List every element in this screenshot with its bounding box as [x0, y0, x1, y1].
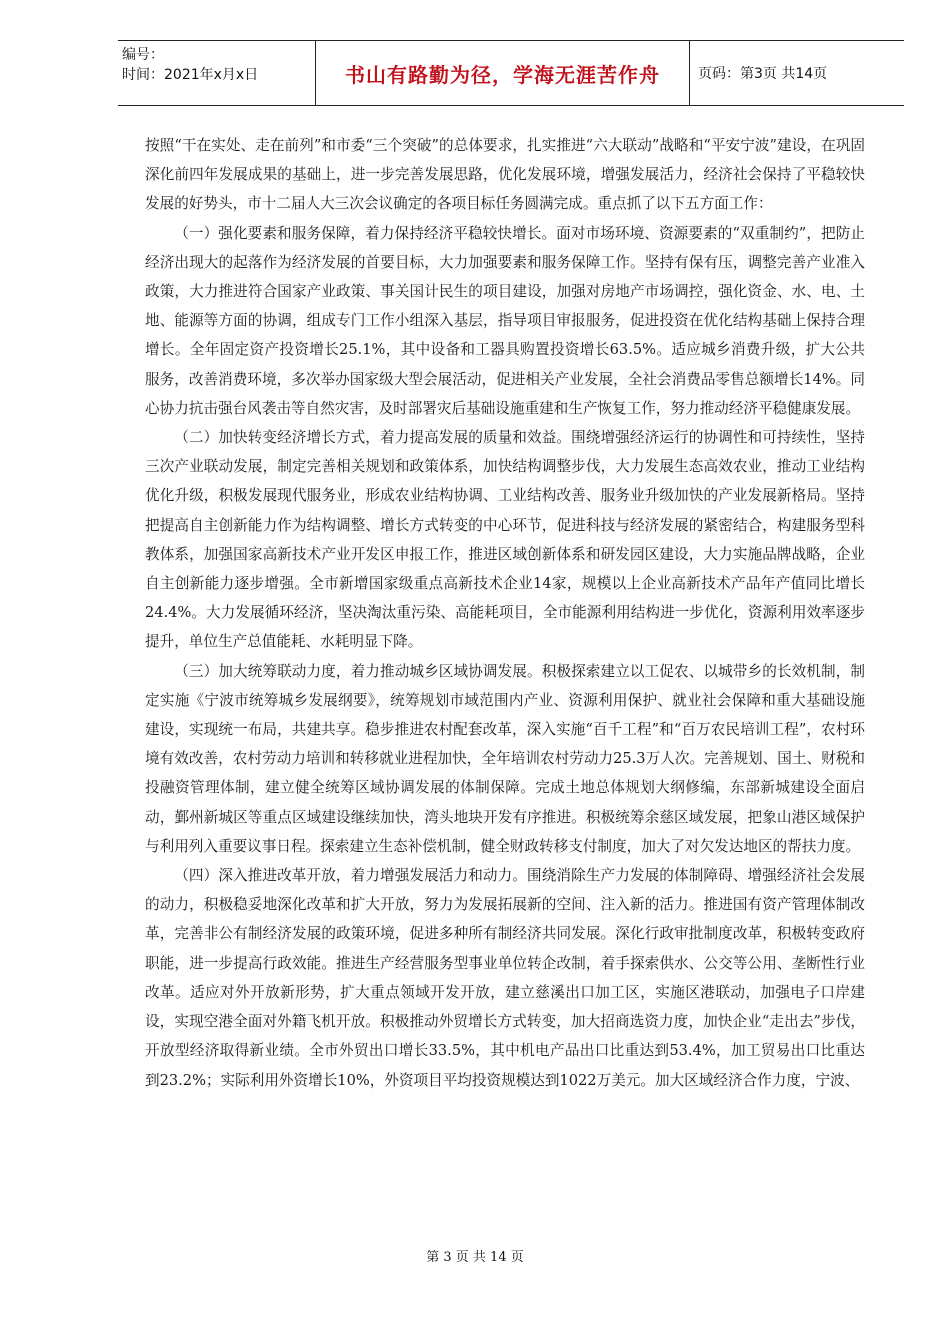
- body-paragraph-3: （三）加大统筹联动力度，着力推动城乡区域协调发展。积极探索建立以工促农、以城带乡的长效机制，制定实施《宁波市统筹城乡发展纲要》，统筹规划市域范围内产业、资源利用保护、就业社会保障和重大基础设施建设，实现统一布局，共建共享。稳步推进农村配套改革，深入实施“百千工程”和“百万农民培训工程”，农村环境有效改善，农村劳动力培训和转移就业进程加快，全年培训农村劳动力25.3万人次。完善规划、国土、财税和投融资管理体制，建立健全统筹区域协调发展的体制保障。完成土地总体规划大纲修编，东部新城建设全面启动，鄞州新城区等重点区域建设继续加快，湾头地块开发有序推进。积极统筹余慈区域发展，把象山港区域保护与利用列入重要议事日程。探索建立生态补偿机制，健全财政转移支付制度，加大了对欠发达地区的帮扶力度。: [145, 662, 865, 855]
- document-body: [145, 131, 865, 1095]
- body-paragraph-intro: 按照“干在实处、走在前列”和市委“三个突破”的总体要求，扎实推进“六大联动”战略和“平安宁波”建设，在巩固深化前四年发展成果的基础上，进一步完善发展思路，优化发展环境，增强发展活力，经济社会保持了平稳较快发展的好势头，市十二届人大三次会议确定的各项目标任务圆满完成。重点抓了以下五方面工作：: [145, 137, 865, 213]
- body-paragraph-2: （二）加快转变经济增长方式，着力提高发展的质量和效益。围绕增强经济运行的协调性和可持续性，坚持三次产业联动发展，制定完善相关规划和政策体系，加快结构调整步伐，大力发展生态高效农业，推动工业结构优化升级，积极发展现代服务业，形成农业结构协调、工业结构改善、服务业升级加快的产业发展新格局。坚持把提高自主创新能力作为结构调整、增长方式转变的中心环节，促进科技与经济发展的紧密结合，构建服务型科教体系，加强国家高新技术产业开发区申报工作，推进区域创新体系和研发园区建设，大力实施品牌战略，企业自主创新能力逐步增强。全市新增国家级重点高新技术企业14家，规模以上企业高新技术产品年产值同比增长24.4%。大力发展循环经济，坚决淘汰重污染、高能耗项目，全市能源利用结构进一步优化，资源利用效率逐步提升，单位生产总值能耗、水耗明显下降。: [145, 429, 865, 651]
- body-paragraph-1: （一）强化要素和服务保障，着力保持经济平稳较快增长。面对市场环境、资源要素的“双重制约”，把防止经济出现大的起落作为经济发展的首要目标，大力加强要素和服务保障工作。坚持有保有压，调整完善产业准入政策，大力推进符合国家产业政策、事关国计民生的项目建设，加强对房地产市场调控，强化资金、水、电、土地、能源等方面的协调，组成专门工作小组深入基层，指导项目审报服务，促进投资在优化结构基础上保持合理增长。全年固定资产投资增长25.1%，其中设备和工器具购置投资增长63.5%。适应城乡消费升级，扩大公共服务，改善消费环境，多次举办国家级大型会展活动，促进相关产业发展，全社会消费品零售总额增长14%。同心协力抗击强台风袭击等自然灾害，及时部署灾后基础设施重建和生产恢复工作，努力推动经济平稳健康发展。: [145, 224, 865, 417]
- page-header: [118, 40, 904, 106]
- header-page-label: 页码：第3页 共14页: [698, 66, 828, 82]
- header-motto: 书山有路勤为径，学海无涯苦作舟: [315, 41, 690, 105]
- page-footer: 第 3 页 共 14 页: [426, 1250, 524, 1265]
- document-number-label: 编号：: [122, 47, 164, 63]
- document-time-label: 时间：2021年x月x日: [122, 67, 259, 83]
- header-meta: [118, 41, 315, 105]
- body-paragraph-4: （四）深入推进改革开放，着力增强发展活力和动力。围绕消除生产力发展的体制障碍、增强经济社会发展的动力，积极稳妥地深化改革和扩大开放，努力为发展拓展新的空间、注入新的活力。推进国有资产管理体制改革，完善非公有制经济发展的政策环境，促进多种所有制经济共同发展。深化行政审批制度改革，积极转变政府职能，进一步提高行政效能。推进生产经营服务型事业单位转企改制，着手探索供水、公交等公用、垄断性行业改革。适应对外开放新形势，扩大重点领域开发开放，建立慈溪出口加工区，实施区港联动，加强电子口岸建设，实现空港全面对外籍飞机开放。积极推动外贸增长方式转变，加大招商选资力度，加快企业“走出去”步伐，开放型经济取得新业绩。全市外贸出口增长33.5%，其中机电产品出口比重达到53.4%，加工贸易出口比重达到23.2%；实际利用外资增长10%，外资项目平均投资规模达到1022万美元。加大区域经济合作力度，宁波、: [145, 867, 865, 1089]
